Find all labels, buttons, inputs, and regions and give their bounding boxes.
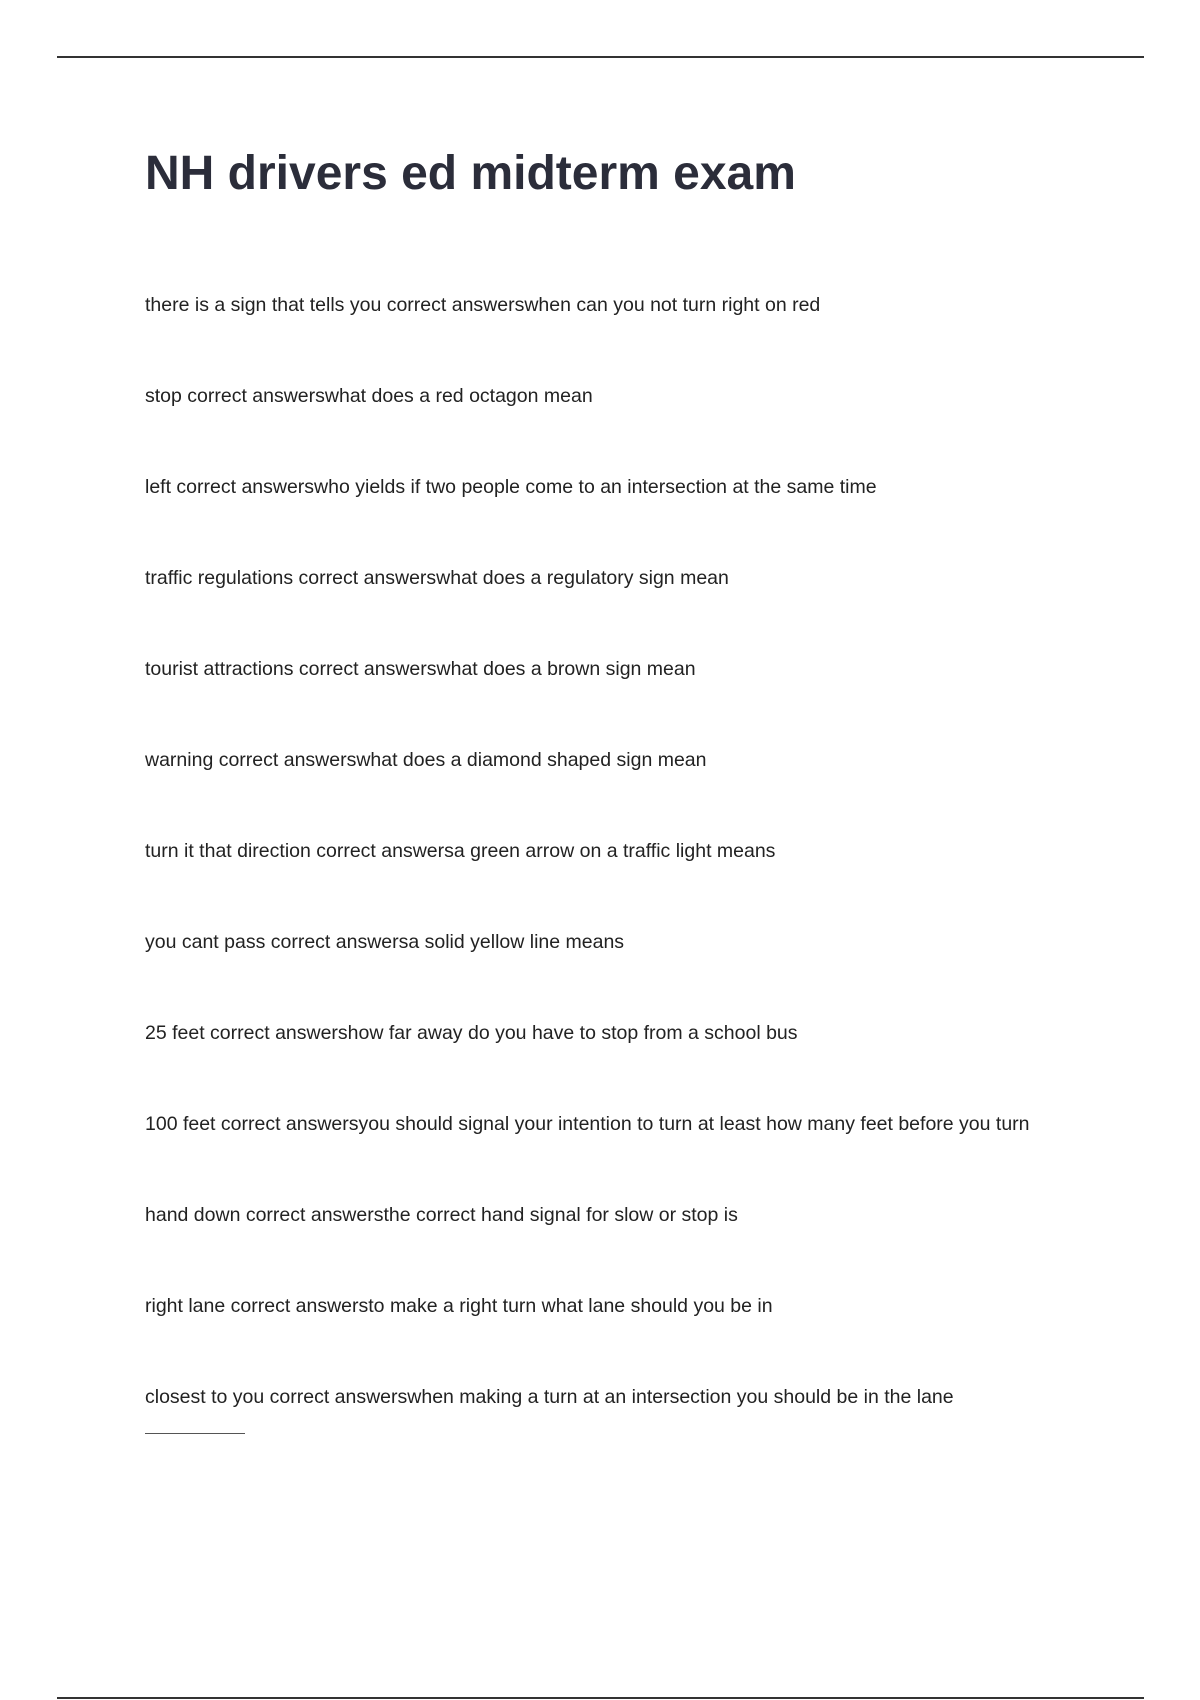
list-item: warning correct answerswhat does a diamond shaped sign mean	[145, 749, 707, 771]
page-title: NH drivers ed midterm exam	[145, 147, 796, 200]
list-item: closest to you correct answerswhen making a turn at an intersection you should be in the lane	[145, 1386, 954, 1408]
end-divider	[145, 1433, 245, 1434]
list-item: hand down correct answersthe correct hand signal for slow or stop is	[145, 1204, 738, 1226]
list-item: 100 feet correct answersyou should signal your intention to turn at least how many feet before you turn	[145, 1113, 1030, 1135]
header-rule	[57, 56, 1144, 58]
list-item: there is a sign that tells you correct answerswhen can you not turn right on red	[145, 294, 821, 316]
list-item: turn it that direction correct answersa green arrow on a traffic light means	[145, 840, 776, 862]
list-item: traffic regulations correct answerswhat does a regulatory sign mean	[145, 567, 729, 589]
list-item: tourist attractions correct answerswhat does a brown sign mean	[145, 658, 696, 680]
footer-rule	[57, 1697, 1144, 1699]
list-item: right lane correct answersto make a right turn what lane should you be in	[145, 1295, 773, 1317]
list-item: 25 feet correct answershow far away do you have to stop from a school bus	[145, 1022, 798, 1044]
list-item: you cant pass correct answersa solid yellow line means	[145, 931, 625, 953]
list-item: left correct answerswho yields if two people come to an intersection at the same time	[145, 476, 877, 498]
list-item: stop correct answerswhat does a red octagon mean	[145, 385, 593, 407]
qa-list	[145, 290, 1145, 1473]
